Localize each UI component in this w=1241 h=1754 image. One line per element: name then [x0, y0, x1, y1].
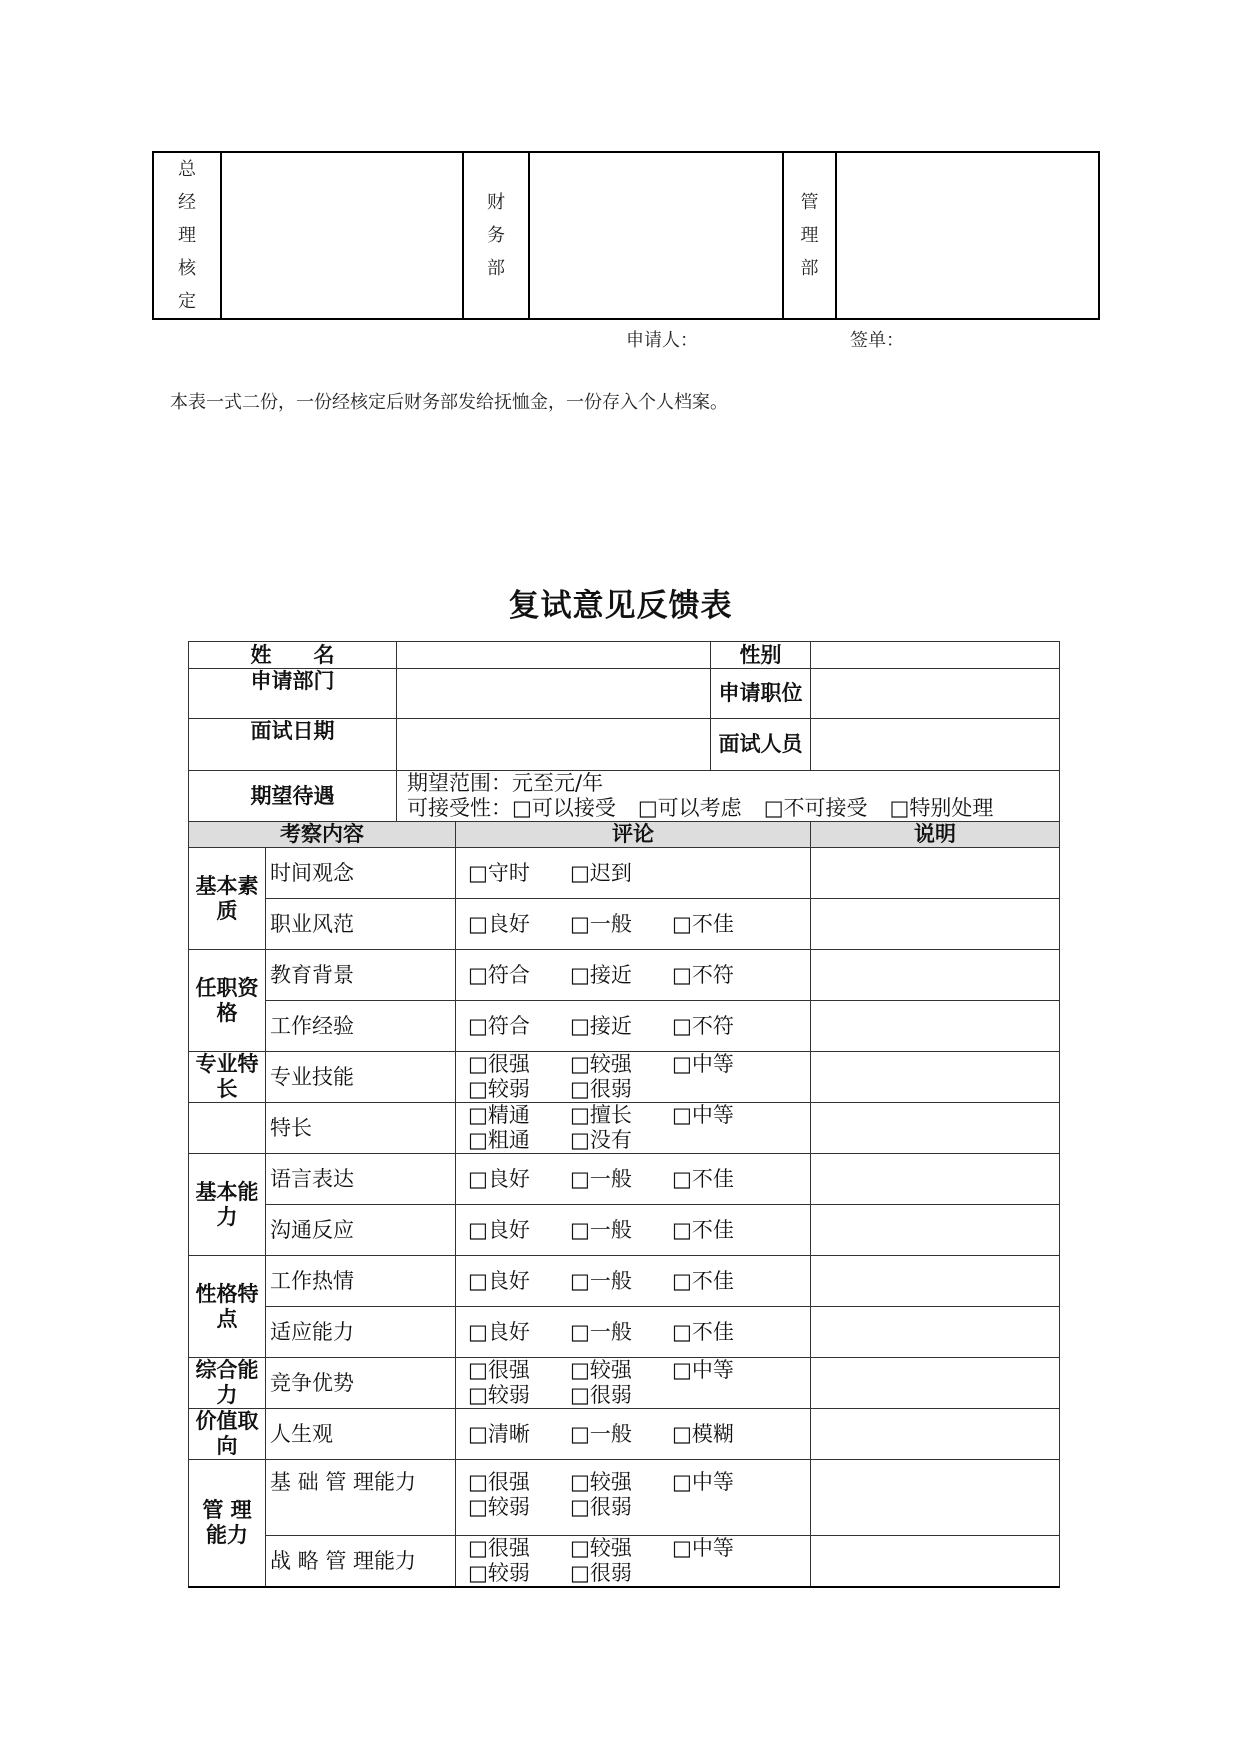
- checkbox-option[interactable]: □不佳: [672, 1166, 734, 1191]
- gender-field[interactable]: [811, 642, 1060, 669]
- checkbox-option[interactable]: □一般: [570, 1268, 632, 1293]
- note-cell[interactable]: [811, 1536, 1060, 1588]
- header-comment: 评论: [456, 822, 811, 848]
- note-cell[interactable]: [811, 1205, 1060, 1256]
- checkbox-option[interactable]: □较强: [570, 1358, 632, 1382]
- table-row: [189, 848, 1060, 899]
- checkbox-option[interactable]: □很弱: [570, 1495, 632, 1519]
- checkbox-option[interactable]: □良好: [468, 1217, 530, 1242]
- options-cell: [456, 1536, 811, 1588]
- acceptability-prefix: 可接受性：: [407, 796, 512, 820]
- acceptability-line: [407, 796, 1055, 821]
- checkbox-option[interactable]: □一般: [570, 911, 632, 936]
- table-row: [189, 1256, 1060, 1307]
- checkbox-option[interactable]: □符合: [468, 962, 530, 987]
- salary-range: 期望范围：元至元/年: [407, 771, 604, 795]
- item-cell: 竞争优势: [266, 1358, 456, 1409]
- note-cell[interactable]: [811, 1256, 1060, 1307]
- table-row: [189, 1154, 1060, 1205]
- item-cell: 职业风范: [266, 899, 456, 950]
- admin-field[interactable]: [836, 152, 1099, 319]
- table-row: [189, 950, 1060, 1001]
- checkbox-option[interactable]: □很强: [468, 1470, 530, 1494]
- item-cell: 专业技能: [266, 1052, 456, 1103]
- checkbox-option[interactable]: □很强: [468, 1358, 530, 1382]
- note-cell[interactable]: [811, 950, 1060, 1001]
- note-cell[interactable]: [811, 1409, 1060, 1460]
- checkbox-option[interactable]: □良好: [468, 1268, 530, 1293]
- finance-label: 财 务 部: [463, 152, 529, 319]
- note-cell[interactable]: [811, 848, 1060, 899]
- name-label: 姓 名: [189, 642, 397, 669]
- checkbox-option[interactable]: □一般: [570, 1421, 632, 1446]
- options-cell: [456, 950, 811, 1001]
- item-cell: 时间观念: [266, 848, 456, 899]
- checkbox-option[interactable]: □擅长: [570, 1103, 632, 1127]
- category-cell: [189, 1103, 266, 1154]
- checkbox-option[interactable]: □守时: [468, 860, 530, 885]
- checkbox-option[interactable]: □很强: [468, 1536, 530, 1560]
- item-cell: 适应能力: [266, 1307, 456, 1358]
- checkbox-option[interactable]: □很弱: [570, 1383, 632, 1407]
- sign-label: 签单：: [850, 330, 904, 351]
- checkbox-option[interactable]: □很弱: [570, 1077, 632, 1101]
- note-cell[interactable]: [811, 1154, 1060, 1205]
- checkbox-option[interactable]: □不佳: [672, 1319, 734, 1344]
- note-cell[interactable]: [811, 1001, 1060, 1052]
- checkbox-option[interactable]: □接近: [570, 1013, 632, 1038]
- salary-label: 期望待遇: [189, 771, 397, 822]
- checkbox-option[interactable]: □精通: [468, 1103, 530, 1127]
- checkbox-option[interactable]: □中等: [672, 1052, 734, 1076]
- category-cell: 综合能力: [189, 1358, 266, 1409]
- admin-label: 管 理 部: [783, 152, 836, 319]
- checkbox-option[interactable]: □不佳: [672, 1217, 734, 1242]
- consider-option[interactable]: □可以考虑: [637, 796, 742, 820]
- options-cell: [456, 1358, 811, 1409]
- checkbox-option[interactable]: □很弱: [570, 1561, 632, 1585]
- dept-field[interactable]: [397, 669, 711, 719]
- approval-table: [152, 151, 1100, 320]
- checkbox-option[interactable]: □不佳: [672, 1268, 734, 1293]
- item-cell: 工作热情: [266, 1256, 456, 1307]
- item-cell: 人生观: [266, 1409, 456, 1460]
- options-cell: [456, 848, 811, 899]
- name-field[interactable]: [397, 642, 711, 669]
- options-cell: [456, 1409, 811, 1460]
- table-row: [189, 1358, 1060, 1409]
- date-label: 面试日期: [189, 719, 397, 771]
- options-cell: [456, 899, 811, 950]
- interviewer-label: 面试人员: [711, 719, 811, 771]
- form-note: 本表一式二份，一份经核定后财务部发给抚恤金，一份存入个人档案。: [170, 392, 728, 413]
- salary-field: [397, 771, 1060, 822]
- options-cell: [456, 1256, 811, 1307]
- table-row: [189, 1307, 1060, 1358]
- item-cell: 教育背景: [266, 950, 456, 1001]
- item-cell: 战 略 管 理能力: [266, 1536, 456, 1588]
- dept-label: 申请部门: [189, 669, 397, 719]
- header-content: 考察内容: [189, 822, 456, 848]
- item-cell: 沟通反应: [266, 1205, 456, 1256]
- table-row: [189, 1205, 1060, 1256]
- header-note: 说明: [811, 822, 1060, 848]
- checkbox-option[interactable]: □中等: [672, 1536, 734, 1560]
- gm-approval-label: 总 经 理 核 定: [153, 152, 221, 319]
- options-cell: [456, 1205, 811, 1256]
- checkbox-option[interactable]: □不佳: [672, 911, 734, 936]
- note-cell[interactable]: [811, 1358, 1060, 1409]
- category-cell: 基本能力: [189, 1154, 266, 1256]
- checkbox-option[interactable]: □较强: [570, 1052, 632, 1076]
- checkbox-option[interactable]: □中等: [672, 1470, 734, 1494]
- feedback-table: [188, 641, 1060, 1588]
- checkbox-option[interactable]: □较弱: [468, 1561, 530, 1585]
- checkbox-option[interactable]: □一般: [570, 1319, 632, 1344]
- checkbox-option[interactable]: □中等: [672, 1358, 734, 1382]
- checkbox-option[interactable]: □良好: [468, 1166, 530, 1191]
- checkbox-option[interactable]: □不符: [672, 962, 734, 987]
- applicant-label: 申请人：: [626, 330, 698, 351]
- checkbox-option[interactable]: □良好: [468, 911, 530, 936]
- table-row: [189, 1103, 1060, 1154]
- options-cell: [456, 1052, 811, 1103]
- checkbox-option[interactable]: □一般: [570, 1166, 632, 1191]
- options-cell: [456, 1460, 811, 1536]
- category-cell: 专业特长: [189, 1052, 266, 1103]
- options-cell: [456, 1154, 811, 1205]
- table-row: [189, 1460, 1060, 1536]
- accept-option[interactable]: □可以接受: [512, 796, 616, 820]
- checkbox-option[interactable]: □较弱: [468, 1383, 530, 1407]
- checkbox-option[interactable]: □很强: [468, 1052, 530, 1076]
- category-cell: 基本素质: [189, 848, 266, 950]
- item-cell: 工作经验: [266, 1001, 456, 1052]
- checkbox-option[interactable]: □没有: [570, 1128, 632, 1152]
- category-cell: 管 理能力: [189, 1460, 266, 1588]
- checkbox-option[interactable]: □迟到: [570, 860, 632, 885]
- checkbox-option[interactable]: □较强: [570, 1470, 632, 1494]
- checkbox-option[interactable]: □中等: [672, 1103, 734, 1127]
- checkbox-option[interactable]: □较弱: [468, 1495, 530, 1519]
- position-label: 申请职位: [711, 669, 811, 719]
- special-option[interactable]: □特别处理: [889, 796, 994, 820]
- options-cell: [456, 1307, 811, 1358]
- gm-approval-field[interactable]: [221, 152, 463, 319]
- table-row: [189, 1052, 1060, 1103]
- category-cell: 价值取向: [189, 1409, 266, 1460]
- checkbox-option[interactable]: □不符: [672, 1013, 734, 1038]
- checkbox-option[interactable]: □清晰: [468, 1421, 530, 1446]
- form-title: 复试意见反馈表: [508, 588, 733, 624]
- interviewer-field[interactable]: [811, 719, 1060, 771]
- note-cell[interactable]: [811, 899, 1060, 950]
- checkbox-option[interactable]: □接近: [570, 962, 632, 987]
- date-field[interactable]: [397, 719, 711, 771]
- item-cell: 语言表达: [266, 1154, 456, 1205]
- checkbox-option[interactable]: □符合: [468, 1013, 530, 1038]
- note-cell[interactable]: [811, 1103, 1060, 1154]
- item-cell: 特长: [266, 1103, 456, 1154]
- checkbox-option[interactable]: □模糊: [672, 1421, 734, 1446]
- position-field[interactable]: [811, 669, 1060, 719]
- checkbox-option[interactable]: □较强: [570, 1536, 632, 1560]
- checkbox-option[interactable]: □粗通: [468, 1128, 530, 1152]
- table-row: [189, 1409, 1060, 1460]
- category-cell: 任职资格: [189, 950, 266, 1052]
- options-cell: [456, 1001, 811, 1052]
- reject-option[interactable]: □不可接受: [763, 796, 868, 820]
- category-cell: 性格特点: [189, 1256, 266, 1358]
- finance-field[interactable]: [529, 152, 783, 319]
- checkbox-option[interactable]: □较弱: [468, 1077, 530, 1101]
- table-row: [189, 1536, 1060, 1588]
- note-cell[interactable]: [811, 1307, 1060, 1358]
- note-cell[interactable]: [811, 1052, 1060, 1103]
- table-row: [189, 1001, 1060, 1052]
- note-cell[interactable]: [811, 1460, 1060, 1536]
- checkbox-option[interactable]: □良好: [468, 1319, 530, 1344]
- gender-label: 性别: [711, 642, 811, 669]
- checkbox-option[interactable]: □一般: [570, 1217, 632, 1242]
- item-cell: 基 础 管 理能力: [266, 1460, 456, 1536]
- table-row: [189, 899, 1060, 950]
- options-cell: [456, 1103, 811, 1154]
